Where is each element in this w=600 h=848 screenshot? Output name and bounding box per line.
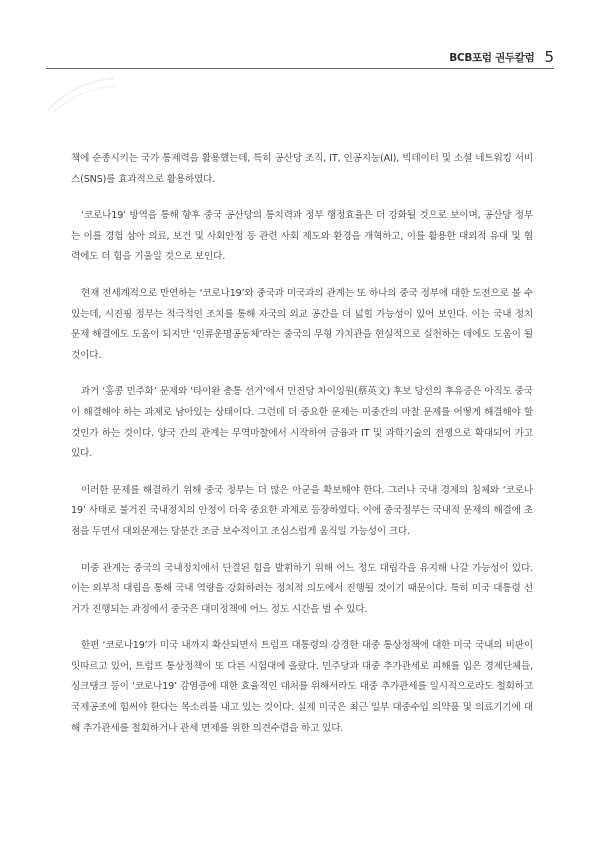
paragraph-5: 이러한 문제를 해결하기 위해 중국 정부는 더 많은 아군을 확보해야 한다. 그러나 국내 경제의 침체와 ‘코로나19’ 사태로 불거진 국내정치의 안정이 더욱 중요한 과제로 등장하였다. 이에 중국정부는 국내적 문제의 해결에 초점을 두면서 대외문제는 당분간 조금 보수적이고 조심스럽게 움직일 가능성이 크다.: [71, 484, 533, 537]
paragraph-7: 한편 ‘코로나19’가 미국 내까지 확산되면서 트럼프 대통령의 강경한 대중 통상정책에 대한 미국 국내의 비판이 잇따르고 있어, 트럼프 통상정책이 또 다른 시험대에 올랐다. 민주당과 대중 추가관세로 피해를 입은 경제단체들, 싱크탱크 등이 ‘코로나19’ 감염증에 대한 효율적인 대처를 위해서라도 대중 추가관세를 일시적으로라도 철회하고 국제공조에 힘써야 한다는 목소리를 내고 있는 것이다. 실제 미국은 최근 일부 대중수입 의약품 및 의료기기에 대해 추가관세를 철회하거나 관세 면제를 위한 의견수렴을 하고 있다.: [71, 640, 533, 734]
paragraph-4: 과거 ‘홍콩 민주화’ 문제와 ‘타이완 총통 선거’에서 민진당 차이잉원(蔡英文) 후보 당선의 후유증은 아직도 중국이 해결해야 하는 과제로 남아있는 상태이다. 그런데 더 중요한 문제는 미중간의 마찰 문제를 어떻게 해결해야 할 것인가 하는 것이다. 양국 간의 관계는 무역마찰에서 시작하여 금융과 IT 및 과학기술의 전쟁으로 확대되어 가고 있다.: [71, 386, 533, 460]
page-header: [449, 46, 554, 68]
header-title: BCB포럼 권두칼럼: [449, 51, 535, 64]
header-divider: [46, 68, 554, 69]
paragraph-3: 현재 전세계적으로 만연하는 ‘코로나19’와 중국과 미국과의 관계는 또 하나의 중국 정부에 대한 도전으로 볼 수 있는데, 시진핑 정부는 적극적인 조치를 통해 자국의 외교 공간을 더 넓힐 가능성이 있어 보인다. 이는 국내 정치문제 해결에도 도움이 되지만 ‘인류운명공동체’라는 중국의 무형 가치관을 현실적으로 실천하는 데에도 도움이 될 것이다.: [71, 287, 533, 361]
paragraph-6: 미중 관계는 중국의 국내정치에서 단결된 힘을 발휘하기 위해 어느 정도 대립각을 유지해 나갈 가능성이 있다. 이는 외부적 대립을 통해 국내 역량을 강화하려는 정치적 의도에서 진행될 것이기 때문이다. 특히 미국 대통령 선거가 진행되는 과정에서 중국은 대미정책에 어느 정도 시간을 벌 수 있다.: [71, 562, 533, 615]
paragraph-1: 책에 순종시키는 국가 통제력을 활용했는데, 특히 공산당 조직, IT, 인공지능(AI), 빅데이터 및 소셜 네트워킹 서비스(SNS)를 효과적으로 활용하였다.: [71, 153, 533, 185]
paragraph-2: ‘코로나19’ 방역을 통해 향후 중국 공산당의 통치력과 정부 행정효율은 더 강화될 것으로 보이며, 공산당 정부는 이를 경험 삼아 의료, 보건 및 사회안정 등 관련 사회 제도와 환경을 개혁하고, 이를 활용한 대외적 유대 및 협력에도 더 힘을 기울일 것으로 보인다.: [71, 210, 533, 263]
article-body: [71, 149, 533, 755]
decorative-watermark-icon: [44, 74, 118, 114]
page-number: 5: [544, 48, 554, 66]
